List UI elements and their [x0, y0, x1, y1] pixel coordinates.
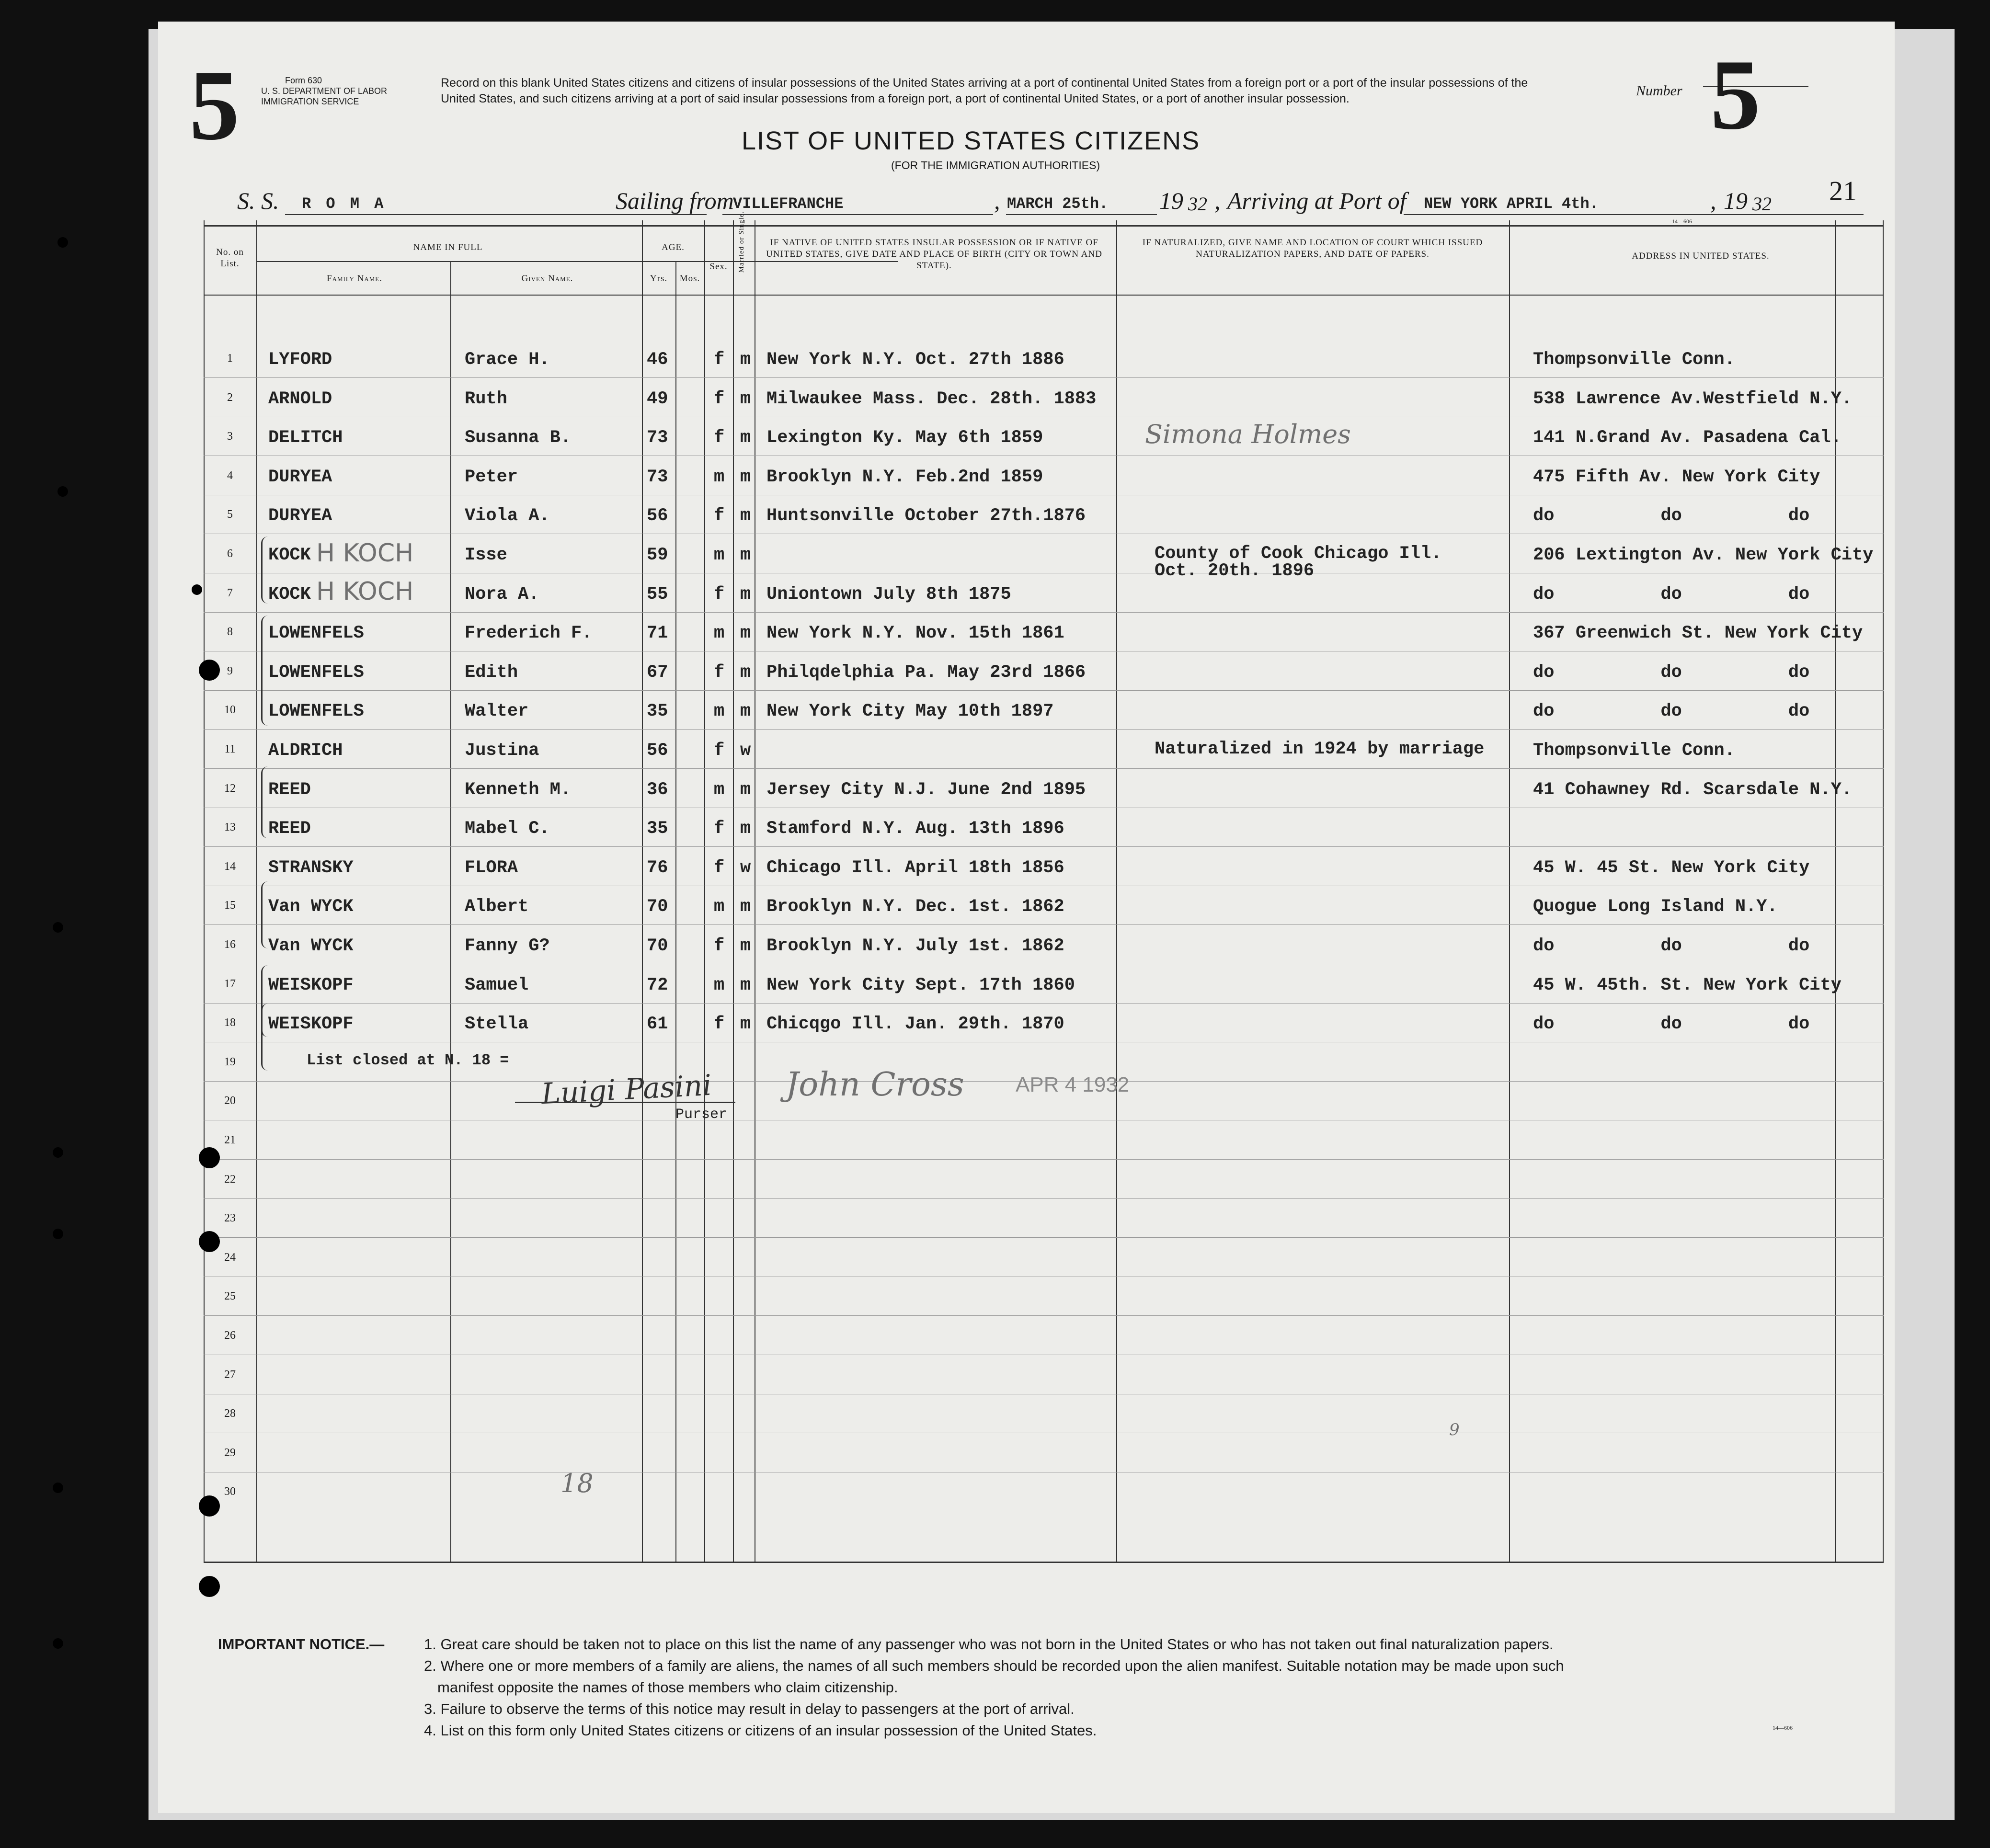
- binder-hole: [53, 1483, 63, 1493]
- col-married: Married or Single.: [738, 211, 745, 273]
- row-number: 30: [224, 1485, 236, 1498]
- notice-item: 1. Great care should be taken not to place on this list the name of any passenger who was not born in the United States or who has not taken out final naturalization papers.: [424, 1636, 1554, 1653]
- given-name-cell: Peter: [465, 467, 518, 487]
- sex-cell: f: [714, 428, 725, 448]
- given-name-cell: Albert: [465, 897, 529, 917]
- row-rule: [204, 729, 1884, 730]
- family-name-cell: Van WYCK: [268, 897, 354, 917]
- important-notice-label: IMPORTANT NOTICE.—: [218, 1636, 385, 1653]
- family-bracket: [261, 536, 268, 604]
- notice-item: 2. Where one or more members of a family are aliens, the names of all such members should be recorded upon the alien manifest. Suitable notation may be made upon such: [424, 1657, 1564, 1674]
- given-name-cell: Susanna B.: [465, 428, 572, 448]
- family-bracket: [261, 766, 268, 838]
- birth-place-date-cell: New York N.Y. Oct. 27th 1886: [766, 350, 1064, 370]
- sailing-year-prefix: 19: [1159, 187, 1183, 214]
- marital-status-cell: m: [740, 506, 751, 526]
- row-rule: [204, 924, 1884, 925]
- form-instructions: Record on this blank United States citizens and citizens of insular possessions of the United States arriving at a port of continental United States from a foreign port or a port of the insular possessions of the United States, and such citizens arriving at a port of said insular possessions from a foreign port, a port of continental United States, or a port of another insular possession.: [441, 76, 1528, 105]
- family-name-cell: LOWENFELS: [268, 662, 364, 683]
- date-stamp: APR 4 1932: [1016, 1073, 1130, 1096]
- ss-label: S. S.: [237, 187, 279, 214]
- family-name-cell: WEISKOPF: [268, 1014, 354, 1035]
- col-naturalized: IF NATURALIZED, GIVE NAME AND LOCATION OF COURT WHICH ISSUED NATURALIZATION PAPERS, AND DATE OF PAPERS.: [1142, 238, 1483, 259]
- birth-place-date-cell: Chicago Ill. April 18th 1856: [766, 857, 1064, 878]
- given-name-cell: Stella: [465, 1014, 529, 1035]
- col-mos: Mos.: [679, 274, 700, 284]
- given-name-cell: Mabel C.: [465, 819, 550, 839]
- form-id-line: IMMIGRATION SERVICE: [261, 97, 359, 106]
- sailing-date-underline: [1006, 214, 1157, 215]
- binder-hole: [199, 1147, 220, 1168]
- age-years-cell: 76: [647, 857, 668, 878]
- sex-cell: m: [714, 701, 725, 722]
- family-name-cell: LOWENFELS: [268, 623, 364, 644]
- birth-place-date-cell: Milwaukee Mass. Dec. 28th. 1883: [766, 388, 1097, 409]
- marital-status-cell: m: [740, 623, 751, 644]
- age-years-cell: 55: [647, 584, 668, 605]
- given-name-cell: Viola A.: [465, 506, 550, 526]
- address-cell: 367 Greenwich St. New York City: [1533, 623, 1863, 644]
- row-number: 9: [227, 664, 233, 677]
- given-name-cell: Grace H.: [465, 350, 550, 370]
- table-top-rule: [204, 225, 1884, 227]
- given-name-cell: Nora A.: [465, 584, 539, 605]
- family-name-cell: STRANSKY: [268, 857, 354, 878]
- signature-line: [515, 1102, 735, 1103]
- age-years-cell: 35: [647, 701, 668, 722]
- footer-code: 14—606: [1773, 1724, 1793, 1731]
- sex-cell: f: [714, 388, 725, 409]
- sex-cell: f: [714, 506, 725, 526]
- given-name-cell: Ruth: [465, 388, 507, 409]
- form-number-left: 5: [189, 50, 240, 161]
- marital-status-cell: m: [740, 428, 751, 448]
- family-name-cell: REED: [268, 819, 311, 839]
- marital-status-cell: m: [740, 1014, 751, 1035]
- age-years-cell: 35: [647, 819, 668, 839]
- row-number: 19: [224, 1055, 236, 1068]
- age-years-cell: 61: [647, 1014, 668, 1035]
- col-yrs: Yrs.: [650, 274, 668, 284]
- age-years-cell: 73: [647, 428, 668, 448]
- given-name-cell: Edith: [465, 662, 518, 683]
- sex-cell: m: [714, 623, 725, 644]
- ship-name: R O M A: [302, 195, 387, 213]
- marital-status-cell: m: [740, 936, 751, 956]
- sex-cell: m: [714, 975, 725, 995]
- birth-place-date-cell: Philqdelphia Pa. May 23rd 1866: [766, 662, 1086, 683]
- marital-status-cell: w: [740, 741, 751, 761]
- marital-status-cell: w: [740, 857, 751, 878]
- binder-hole: [53, 1638, 63, 1649]
- address-cell: do do do: [1533, 506, 1810, 526]
- given-name-cell: Walter: [465, 701, 529, 722]
- birth-place-date-cell: Lexington Ky. May 6th 1859: [766, 428, 1043, 448]
- age-years-cell: 46: [647, 350, 668, 370]
- row-number: 4: [227, 469, 233, 482]
- row-rule: [204, 690, 1884, 691]
- birth-place-date-cell: Brooklyn N.Y. Dec. 1st. 1862: [766, 897, 1064, 917]
- printer-mark: 14—606: [1672, 218, 1692, 225]
- birth-place-date-cell: New York City Sept. 17th 1860: [766, 975, 1075, 995]
- sailing-port: VILLEFRANCHE: [733, 195, 844, 213]
- naturalization-cell: County of Cook Chicago Ill. Oct. 20th. 1896: [1155, 544, 1442, 581]
- row-number: 25: [224, 1290, 236, 1303]
- given-name-cell: Samuel: [465, 975, 529, 995]
- handwritten-correction: H KOCH: [316, 577, 414, 606]
- marital-status-cell: m: [740, 662, 751, 683]
- address-cell: Thompsonville Conn.: [1533, 350, 1735, 370]
- family-name-cell: ARNOLD: [268, 388, 332, 409]
- row-number: 15: [224, 899, 236, 912]
- binder-hole: [57, 486, 68, 497]
- address-cell: do do do: [1533, 1014, 1810, 1035]
- row-number: 12: [224, 782, 236, 795]
- age-years-cell: 49: [647, 388, 668, 409]
- col-name-in-full: NAME IN FULL: [413, 242, 483, 252]
- sex-cell: f: [714, 1014, 725, 1035]
- row-number: 26: [224, 1329, 236, 1342]
- form-id-line: Form 630: [285, 76, 322, 85]
- row-rule: [204, 1003, 1884, 1004]
- binder-hole: [57, 237, 68, 248]
- sailing-port-underline: [722, 214, 993, 215]
- marital-status-cell: m: [740, 819, 751, 839]
- binder-hole: [53, 1147, 63, 1158]
- address-cell: 538 Lawrence Av.Westfield N.Y.: [1533, 388, 1853, 409]
- address-cell: do do do: [1533, 936, 1810, 956]
- marital-status-cell: m: [740, 897, 751, 917]
- row-rule: [204, 1159, 1884, 1160]
- binder-hole: [53, 922, 63, 933]
- family-bracket: [261, 1004, 268, 1071]
- birth-place-date-cell: Chicqgo Ill. Jan. 29th. 1870: [766, 1014, 1064, 1035]
- col-no: No. on List.: [216, 247, 244, 269]
- marital-status-cell: m: [740, 467, 751, 487]
- age-years-cell: 70: [647, 897, 668, 917]
- family-name-cell: WEISKOPF: [268, 975, 354, 995]
- sex-cell: m: [714, 545, 725, 565]
- row-rule: [204, 1315, 1884, 1316]
- row-number: 29: [224, 1446, 236, 1459]
- row-number: 10: [224, 704, 236, 717]
- family-name-cell: KOCK: [268, 584, 311, 605]
- given-name-cell: Fanny G?: [465, 936, 550, 956]
- marital-status-cell: m: [740, 545, 751, 565]
- family-bracket: [261, 881, 268, 948]
- list-closed-note: List closed at N. 18 =: [307, 1051, 509, 1069]
- binder-hole: [199, 660, 220, 681]
- family-name-cell: DELITCH: [268, 428, 343, 448]
- form-number-right: 5: [1710, 39, 1761, 150]
- family-name-cell: REED: [268, 779, 311, 800]
- age-years-cell: 73: [647, 467, 668, 487]
- number-label: Number: [1636, 83, 1682, 99]
- age-years-cell: 71: [647, 623, 668, 644]
- family-name-cell: DURYEA: [268, 506, 332, 526]
- table-bottom-rule: [204, 1562, 1884, 1563]
- given-name-cell: Frederich F.: [465, 623, 593, 644]
- page-subtitle: (FOR THE IMMIGRATION AUTHORITIES): [891, 159, 1100, 171]
- row-number: 5: [227, 508, 233, 521]
- given-name-cell: FLORA: [465, 857, 518, 878]
- row-number: 20: [224, 1095, 236, 1107]
- arrival-year: 32: [1752, 193, 1772, 215]
- given-name-cell: Isse: [465, 545, 507, 565]
- row-number: 1: [227, 352, 233, 365]
- sex-cell: m: [714, 779, 725, 800]
- birth-place-date-cell: Brooklyn N.Y. July 1st. 1862: [766, 936, 1064, 956]
- family-bracket: [261, 616, 268, 726]
- sex-cell: m: [714, 897, 725, 917]
- col-sex: Sex.: [709, 262, 728, 272]
- birth-place-date-cell: Stamford N.Y. Aug. 13th 1896: [766, 819, 1064, 839]
- notice-item: 3. Failure to observe the terms of this notice may result in delay to passengers at the port of arrival.: [424, 1700, 1075, 1717]
- page-title: LIST OF UNITED STATES CITIZENS: [742, 126, 1201, 155]
- row-number: 7: [227, 586, 233, 599]
- sex-cell: m: [714, 467, 725, 487]
- row-number: 14: [224, 860, 236, 873]
- row-rule: [204, 768, 1884, 769]
- sex-cell: f: [714, 584, 725, 605]
- row-number: 3: [227, 430, 233, 443]
- binder-hole: [192, 584, 202, 595]
- address-cell: Quogue Long Island N.Y.: [1533, 897, 1778, 917]
- birth-place-date-cell: Huntsonville October 27th.1876: [766, 506, 1086, 526]
- address-cell: 206 Lextington Av. New York City: [1533, 545, 1874, 565]
- sailing-date: MARCH 25th.: [1007, 195, 1109, 213]
- row-number: 11: [224, 743, 236, 755]
- margin-note: 18: [560, 1468, 594, 1498]
- marital-status-cell: m: [740, 975, 751, 995]
- address-cell: Thompsonville Conn.: [1533, 741, 1735, 761]
- age-years-cell: 59: [647, 545, 668, 565]
- handwritten-annotation: Simona Holmes: [1145, 419, 1351, 449]
- row-number: 22: [224, 1173, 236, 1186]
- form-id: [261, 75, 387, 107]
- row-rule: [204, 612, 1884, 613]
- sex-cell: f: [714, 936, 725, 956]
- form-id-line: U. S. DEPARTMENT OF LABOR: [261, 86, 388, 96]
- birth-place-date-cell: Jersey City N.J. June 2nd 1895: [766, 779, 1086, 800]
- family-name-cell: ALDRICH: [268, 741, 343, 761]
- family-name-cell: KOCK: [268, 545, 311, 565]
- row-number: 23: [224, 1212, 236, 1225]
- notice-item: manifest opposite the names of those members who claim citizenship.: [437, 1679, 898, 1696]
- small-mark: 9: [1449, 1420, 1460, 1439]
- marital-status-cell: m: [740, 701, 751, 722]
- manifest-page: 5 Form 630 U. S. DEPARTMENT OF LABOR IMMIGRATION SERVICE Record on this blank United States citizens and citizens of insular possessions of the United States arriving at a port of continental United States from a foreign port or a port of the insular possessions of the United States, and such citizens arriving at a port of said insular possessions from a foreign port, a port of continental United States, or a port of another insular possession. Number 5 LIST OF UNITED STATES CITIZENS (FOR THE IMMIGRATION AUTHORITIES) S. S. R O M A Sailing from VILLEFRANCHE , MARCH 25th. 19 32 , Arriving at Port of NEW YORK APRIL 4th. , 19 32 21 14—606 No. on List. NAME IN FULL Family Name. Given Name. AGE. Yrs. Mos. Sex. Married or Single. IF NATIVE OF UNITED STATES INSULAR POSSESSION OR IF NATIVE OF UNITED STATES, GIVE DATE AND PLACE OF BIRTH (CITY OR TOWN AND STATE). IF NATURALIZED, GIVE NAME AND LOCATION OF COURT WHICH ISSUED NATURALIZATION PAPERS, AND DATE OF PAPERS. ADDRESS IN UNITED STATES. 1 LYFORD Grace H. 46 f m New York N.Y. Oct. 27th 1886 Thompsonville Conn. 2 ARNOLD Ruth 49 f m Milwaukee Mass. Dec. 28th. 1883 538 Lawrence Av.Westfield N.Y. 3 DELITCH Susanna B. 73 f m Lexington Ky. May 6th 1859 141 N.Grand Av. Pasadena Cal. 4 DURYEA Peter 73 m m Brooklyn N.Y. Feb.2nd 1859 475 Fifth Av. New York City 5 DURYEA Viola A. 56 f m Huntsonville October 27th.1876 do do do 6 KOCK Isse 59 m m County of Cook Chicago Ill. Oct. 20th. 1896 206 Lextington Av. New York City 7 KOCK Nora A. 55 f m Uniontown July 8th 1875 do do do 8 LOWENFELS Frederich F. 71 m m New York N.Y. Nov. 15th 1861 367 Greenwich St. New York City 9 LOWENFELS Edith 67 f m Philqdelphia Pa. May 23rd 1866 do do do 10 LOWENFELS Walter 35 m m New York City May 10th 1897 do do do 11 ALDRICH Justina 56 f w Naturalized in 1924 by marriage Thompsonville Conn. 12 REED Kenneth M. 36 m m Jersey City N.J. June 2nd 1895 41 Cohawney Rd. Scarsdale N.Y. 13 REED Mabel C. 35 f m Stamford N.Y. Aug. 13th 1896 14 STRANSKY FLORA 76 f w Chicago Ill. April 18th 1856 45 W. 45 St. New York City 15 Van WYCK Albert 70 m m Brooklyn N.Y. Dec. 1st. 1862 Quogue Long Island N.Y. 16 Van WYCK Fanny G? 70 f m Brooklyn N.Y. July 1st. 1862 do do do 17 WEISKOPF Samuel 72 m m New York City Sept. 17th 1860 45 W. 45th. St. New York City 18 WEISKOPF Stella 61 f m Chicqgo Ill. Jan. 29th. 1870 do do do 19 20 21 22 23 24 25 26 27 28 29 30 Simona Holmes H KOCH H KOCH List closed at N. 18 = Luigi Pasini Purser John Cross APR 4 1932 18 9 IMPORTANT NOTICE.— 1. Great care should be taken not to place on this list the name of any passenger who was not born in the United States or who has not taken out final naturalization papers. 2. Where one or more members of a family are aliens, the names of all such members should be recorded upon the alien manifest. Suitable notation may be made upon such manifest opposite the names of those members who claim citizenship. 3. Failure to observe the terms of this notice may result in delay to passengers at the port of arrival. 4. List on this form only United States citizens or citizens of an insular possession of the United States. 14—606: [158, 22, 1895, 1813]
- sex-cell: f: [714, 662, 725, 683]
- arrival-port-underline: [1404, 214, 1864, 215]
- arriving-label: Arriving at Port of: [1227, 187, 1407, 214]
- family-name-cell: DURYEA: [268, 467, 332, 487]
- address-cell: 45 W. 45 St. New York City: [1533, 857, 1810, 878]
- handwritten-correction: H KOCH: [316, 539, 414, 568]
- binder-hole: [199, 1495, 220, 1517]
- inspector-signature: John Cross: [786, 1066, 964, 1104]
- address-cell: do do do: [1533, 584, 1810, 605]
- birth-place-date-cell: New York N.Y. Nov. 15th 1861: [766, 623, 1064, 644]
- age-years-cell: 70: [647, 936, 668, 956]
- address-cell: 475 Fifth Av. New York City: [1533, 467, 1820, 487]
- family-name-cell: Van WYCK: [268, 936, 354, 956]
- age-years-cell: 72: [647, 975, 668, 995]
- row-number: 8: [227, 626, 233, 639]
- sex-cell: f: [714, 819, 725, 839]
- col-family-name: Family Name.: [327, 274, 382, 284]
- age-years-cell: 56: [647, 741, 668, 761]
- address-cell: do do do: [1533, 701, 1810, 722]
- arrival-port: NEW YORK APRIL 4th.: [1424, 195, 1599, 213]
- col-native: IF NATIVE OF UNITED STATES INSULAR POSSESSION OR IF NATIVE OF UNITED STATES, GIVE DATE AND PLACE OF BIRTH (CITY OR TOWN AND STATE).: [766, 238, 1102, 271]
- header-bottom-rule: [204, 295, 1884, 296]
- row-number: 24: [224, 1251, 236, 1264]
- birth-place-date-cell: New York City May 10th 1897: [766, 701, 1054, 722]
- age-years-cell: 36: [647, 779, 668, 800]
- sailing-label: Sailing from: [616, 187, 734, 214]
- purser-label: Purser: [675, 1107, 728, 1123]
- address-cell: 141 N.Grand Av. Pasadena Cal.: [1533, 428, 1841, 448]
- age-years-cell: 56: [647, 506, 668, 526]
- col-given-name: Given Name.: [521, 274, 573, 284]
- row-number: 21: [224, 1134, 236, 1146]
- row-number: 16: [224, 938, 236, 951]
- row-rule: [204, 1237, 1884, 1238]
- row-rule: [204, 377, 1884, 378]
- given-name-cell: Justina: [465, 741, 539, 761]
- row-rule: [204, 1198, 1884, 1199]
- marital-status-cell: m: [740, 350, 751, 370]
- birth-place-date-cell: Brooklyn N.Y. Feb.2nd 1859: [766, 467, 1043, 487]
- binder-hole: [199, 1576, 220, 1597]
- notice-item: 4. List on this form only United States citizens or citizens of an insular possession of the United States.: [424, 1722, 1097, 1739]
- sex-cell: f: [714, 857, 725, 878]
- binder-hole: [53, 1229, 63, 1239]
- row-number: 13: [224, 821, 236, 834]
- address-cell: 41 Cohawney Rd. Scarsdale N.Y.: [1533, 779, 1853, 800]
- given-name-cell: Kenneth M.: [465, 779, 572, 800]
- sailing-year: 32: [1188, 193, 1207, 215]
- marital-status-cell: m: [740, 388, 751, 409]
- binder-hole: [199, 1231, 220, 1252]
- age-years-cell: 67: [647, 662, 668, 683]
- sex-cell: f: [714, 350, 725, 370]
- purser-signature: Luigi Pasini: [540, 1068, 713, 1111]
- sex-cell: f: [714, 741, 725, 761]
- birth-place-date-cell: Uniontown July 8th 1875: [766, 584, 1011, 605]
- family-name-cell: LOWENFELS: [268, 701, 364, 722]
- family-name-cell: LYFORD: [268, 350, 332, 370]
- address-cell: 45 W. 45th. St. New York City: [1533, 975, 1841, 995]
- arrival-year-prefix: 19: [1724, 187, 1748, 214]
- col-age: AGE.: [662, 242, 685, 252]
- col-address: ADDRESS IN UNITED STATES.: [1632, 251, 1770, 261]
- row-number: 27: [224, 1368, 236, 1381]
- row-number: 18: [224, 1016, 236, 1029]
- row-number: 17: [224, 977, 236, 990]
- row-number: 2: [227, 391, 233, 404]
- address-cell: do do do: [1533, 662, 1810, 683]
- row-number: 28: [224, 1407, 236, 1420]
- sheet-number: 21: [1829, 175, 1857, 206]
- row-rule: [204, 846, 1884, 847]
- naturalization-cell: Naturalized in 1924 by marriage: [1155, 739, 1485, 759]
- row-number: 6: [227, 548, 233, 560]
- marital-status-cell: m: [740, 779, 751, 800]
- marital-status-cell: m: [740, 584, 751, 605]
